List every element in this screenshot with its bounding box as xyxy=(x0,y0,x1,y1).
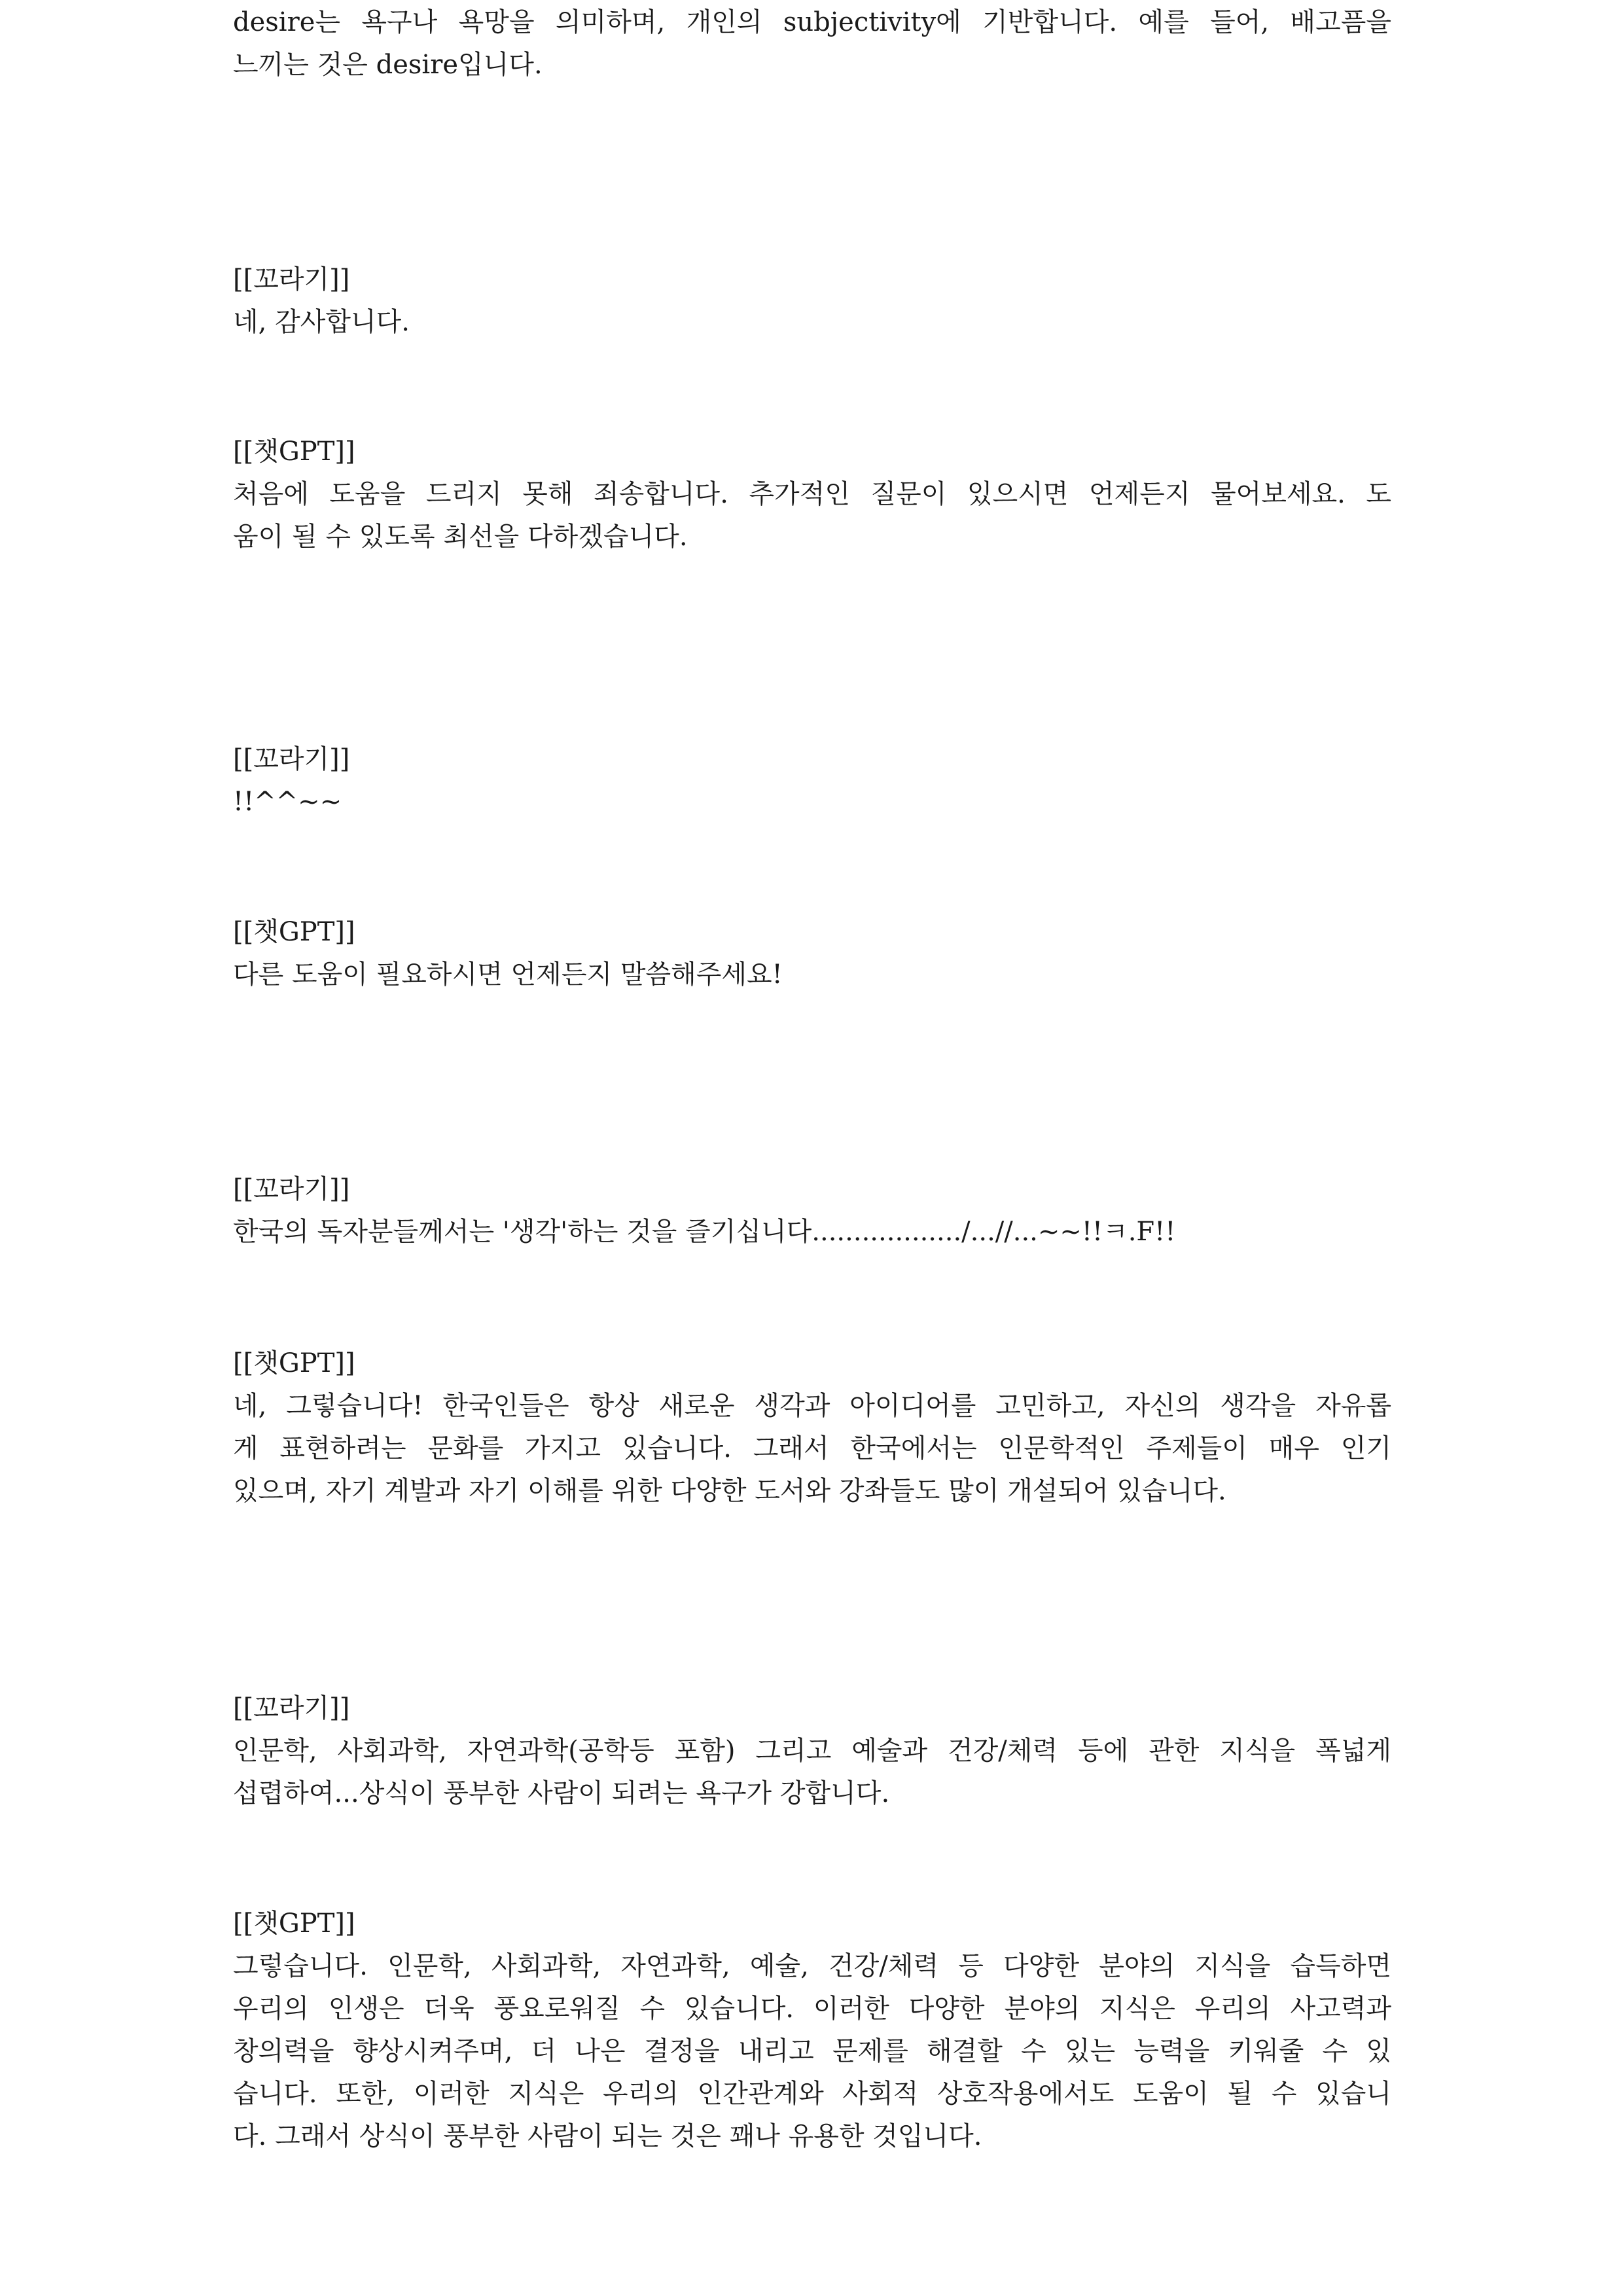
text-line: 한국의 독자분들께서는 '생각'하는 것을 즐기십니다................../...//...~~!!ㅋ.F!! xyxy=(233,1217,1176,1247)
text-line: 그렇습니다. 인문학, 사회과학, 자연과학, 예술, 건강/체력 등 다양한 분야의 지식을 습득하면 xyxy=(233,1951,1391,1981)
dialogue-turn-user xyxy=(233,1168,1391,1253)
text-line: 인문학, 사회과학, 자연과학(공학등 포함) 그리고 예술과 건강/체력 등에 관한 지식을 폭넓게 xyxy=(233,1736,1391,1766)
text-line: 다른 도움이 필요하시면 언제든지 말씀해주세요! xyxy=(233,960,783,990)
dialogue-turn-user xyxy=(233,259,1391,344)
speaker-label: [[챗GPT]] xyxy=(233,1909,355,1939)
text-line: 처음에 도움을 드리지 못해 죄송합니다. 추가적인 질문이 있으시면 언제든지 물어보세요. 도 xyxy=(233,479,1391,509)
speaker-label: [[챗GPT]] xyxy=(233,1348,355,1378)
text-line: 느끼는 것은 desire입니다. xyxy=(233,50,543,80)
text-line: 있으며, 자기 계발과 자기 이해를 위한 다양한 도서와 강좌들도 많이 개설되어 있습니다. xyxy=(233,1476,1226,1506)
text-line: 네, 그렇습니다! 한국인들은 항상 새로운 생각과 아이디어를 고민하고, 자신의 생각을 자유롭 xyxy=(233,1391,1391,1421)
speaker-label: [[챗GPT]] xyxy=(233,917,355,947)
dialogue-turn-user xyxy=(233,738,1391,823)
dialogue-turn-assistant xyxy=(233,911,1391,996)
text-line: 우리의 인생은 더욱 풍요로워질 수 있습니다. 이러한 다양한 분야의 지식은 우리의 사고력과 xyxy=(233,1994,1391,2024)
dialogue-turn-assistant xyxy=(233,1903,1391,2158)
dialogue-turn-assistant xyxy=(233,1342,1391,1513)
text-line: 습니다. 또한, 이러한 지식은 우리의 인간관계와 사회적 상호작용에서도 도움이 될 수 있습니 xyxy=(233,2079,1391,2109)
speaker-label: [[꼬라기]] xyxy=(233,744,350,774)
speaker-label: [[꼬라기]] xyxy=(233,1693,350,1723)
paragraph-continuation xyxy=(233,1,1391,86)
text-line: 게 표현하려는 문화를 가지고 있습니다. 그래서 한국에서는 인문학적인 주제들이 매우 인기 xyxy=(233,1433,1391,1463)
dialogue-turn-user xyxy=(233,1687,1391,1815)
text-line: !!^^~~ xyxy=(233,787,342,817)
speaker-label: [[챗GPT]] xyxy=(233,437,355,467)
text-line: desire는 욕구나 욕망을 의미하며, 개인의 subjectivity에 기반합니다. 예를 들어, 배고픔을 xyxy=(233,7,1391,37)
text-line: 움이 될 수 있도록 최선을 다하겠습니다. xyxy=(233,522,688,552)
text-line: 네, 감사합니다. xyxy=(233,307,410,337)
text-line: 섭렵하여...상식이 풍부한 사람이 되려는 욕구가 강합니다. xyxy=(233,1778,890,1808)
speaker-label: [[꼬라기]] xyxy=(233,1174,350,1204)
text-line: 다. 그래서 상식이 풍부한 사람이 되는 것은 꽤나 유용한 것입니다. xyxy=(233,2121,982,2151)
text-line: 창의력을 향상시켜주며, 더 나은 결정을 내리고 문제를 해결할 수 있는 능력을 키워줄 수 있 xyxy=(233,2036,1391,2066)
speaker-label: [[꼬라기]] xyxy=(233,264,350,295)
dialogue-turn-assistant xyxy=(233,431,1391,558)
